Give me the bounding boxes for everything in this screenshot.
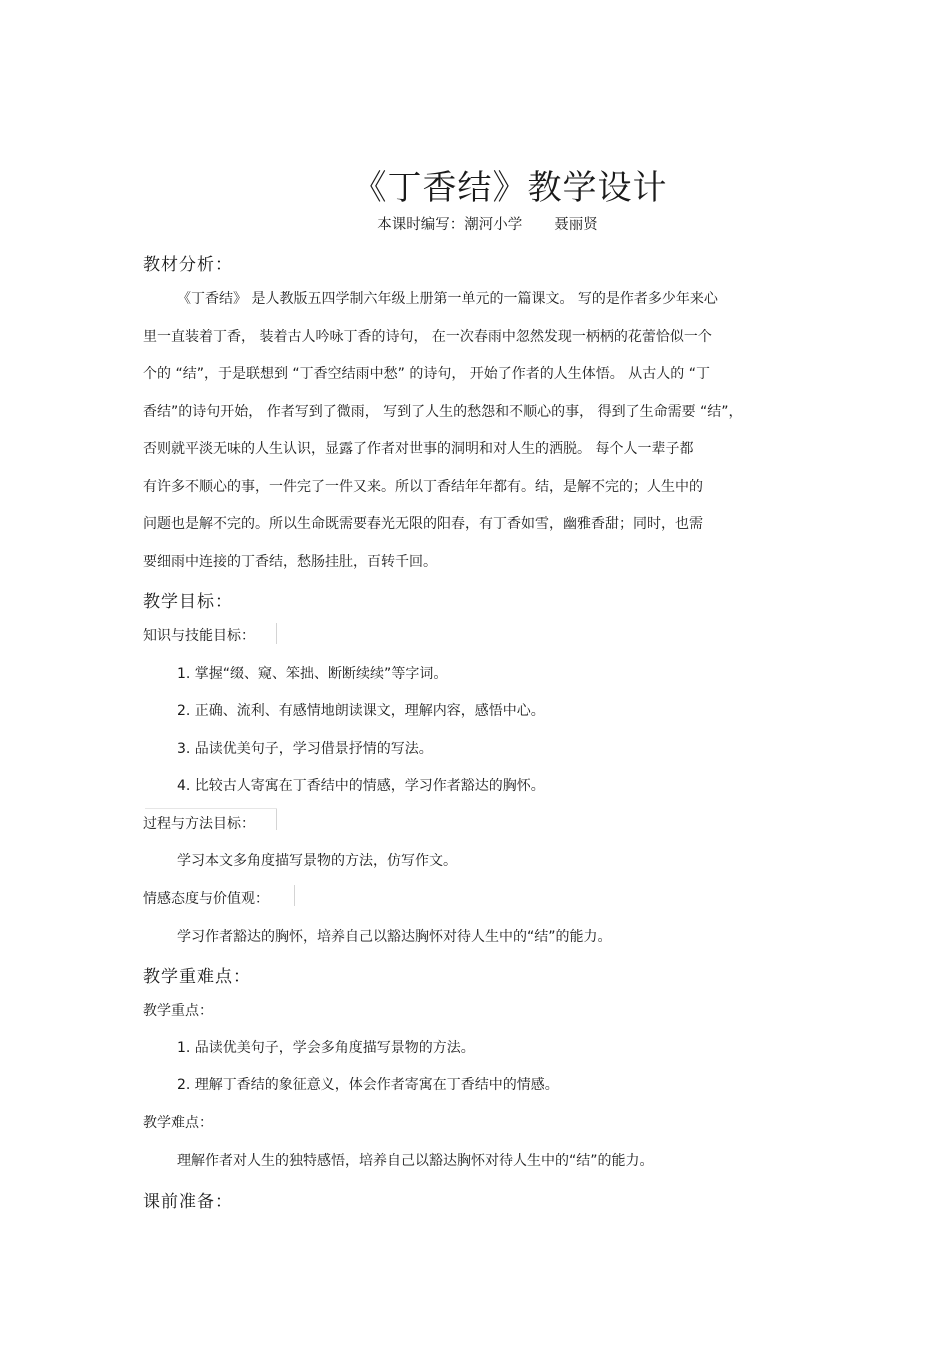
subheading-focus: 教学重点： xyxy=(143,1003,213,1019)
section-heading-prep: 课前准备： xyxy=(143,1192,233,1212)
subheading-difficulty: 教学难点： xyxy=(143,1115,213,1131)
section-heading-analysis: 教材分析： xyxy=(143,255,233,275)
paragraph-line: 问题也是解不完的。所以生命既需要春光无限的阳春，有丁香如雪，幽雅香甜；同时，也需 xyxy=(143,516,703,532)
paragraph-line: 里一直装着丁香， 装着古人吟咏丁香的诗句， 在一次春雨中忽然发现一柄柄的花蕾恰似一个 xyxy=(143,329,712,345)
divider xyxy=(294,885,295,906)
focus-item: 1. 品读优美句子，学会多角度描写景物的方法。 xyxy=(177,1040,475,1056)
divider xyxy=(276,623,277,644)
focus-item: 2. 理解丁香结的象征意义，体会作者寄寓在丁香结中的情感。 xyxy=(177,1077,559,1093)
paragraph-line: 有许多不顺心的事，一件完了一件又来。所以丁香结年年都有。结，是解不完的；人生中的 xyxy=(143,479,703,495)
process-goal-text: 学习本文多角度描写景物的方法，仿写作文。 xyxy=(177,853,457,869)
byline xyxy=(0,213,950,234)
subheading-emotion: 情感态度与价值观： xyxy=(143,891,269,907)
divider xyxy=(145,808,277,809)
subheading-knowledge: 知识与技能目标： xyxy=(143,628,255,644)
section-heading-goals: 教学目标： xyxy=(143,592,233,612)
paragraph-line: 香结”的诗句开始， 作者写到了微雨， 写到了人生的愁怨和不顺心的事， 得到了生命需要 “结”， xyxy=(143,404,743,420)
emotion-goal-text: 学习作者豁达的胸怀，培养自己以豁达胸怀对待人生中的“结”的能力。 xyxy=(177,929,612,945)
goal-item: 4. 比较古人寄寓在丁香结中的情感，学习作者豁达的胸怀。 xyxy=(177,778,545,794)
paragraph-line: 要细雨中连接的丁香结，愁肠挂肚，百转千回。 xyxy=(143,554,437,570)
author-name: 聂丽贤 xyxy=(554,217,598,233)
document-title: 《丁香结》教学设计 xyxy=(352,168,668,208)
goal-item: 2. 正确、流利、有感情地朗读课文，理解内容，感悟中心。 xyxy=(177,703,545,719)
goal-item: 3. 品读优美句子，学习借景抒情的写法。 xyxy=(177,741,433,757)
subheading-process: 过程与方法目标： xyxy=(143,816,255,832)
difficulty-text: 理解作者对人生的独特感悟，培养自己以豁达胸怀对待人生中的“结”的能力。 xyxy=(177,1153,654,1169)
paragraph-line: 个的 “结”，于是联想到 “丁香空结雨中愁” 的诗句， 开始了作者的人生体悟。 从古人的 “丁 xyxy=(143,366,710,382)
paragraph-line: 《丁香结》 是人教版五四学制六年级上册第一单元的一篇课文。 写的是作者多少年来心 xyxy=(177,291,718,307)
author-school: 本课时编写：潮河小学 xyxy=(377,217,523,233)
goal-item: 1. 掌握“缀、窥、笨拙、断断续续”等字词。 xyxy=(177,666,448,682)
paragraph-line: 否则就平淡无味的人生认识，显露了作者对世事的洞明和对人生的洒脱。 每个人一辈子都 xyxy=(143,441,694,457)
divider xyxy=(276,809,277,830)
section-heading-keypoints: 教学重难点： xyxy=(143,967,251,987)
